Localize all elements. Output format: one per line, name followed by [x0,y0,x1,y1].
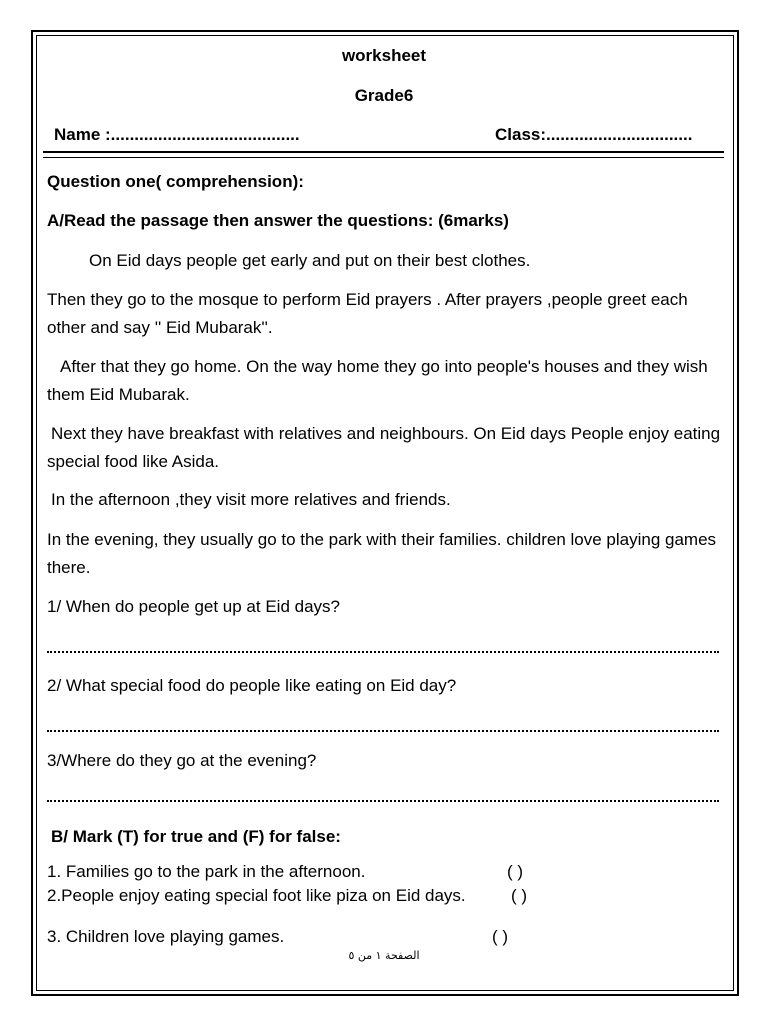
question-1: 1/ When do people get up at Eid days? [47,597,340,616]
statement-3: 3. Children love playing games. [47,927,285,946]
header-divider-top [43,151,724,153]
statement-1: 1. Families go to the park in the afternoon. [47,862,366,881]
passage-paragraph-6: In the evening, they usually go to the park with their families. children love playing games there. [47,530,717,577]
class-field[interactable]: Class:............................... [495,125,693,144]
grade-label: Grade6 [354,86,414,105]
header-divider-bottom [43,157,724,158]
answer-line-3[interactable] [47,800,719,802]
passage-paragraph-3: After that they go home. On the way home they go into people's houses and they wish them Eid Mubarak. [47,357,708,404]
question-2: 2/ What special food do people like eating on Eid day? [47,676,457,695]
page-number-footer: الصفحة ١ من ٥ [348,949,420,962]
passage-paragraph-2: Then they go to the mosque to perform Eid prayers . After prayers ,people greet each other and say '' Eid Mubarak''. [47,290,688,337]
answer-bracket-3[interactable]: ( ) [492,927,509,946]
answer-bracket-2[interactable]: ( ) [511,886,528,905]
passage-paragraph-1: On Eid days people get early and put on their best clothes. [89,251,531,270]
part-b-heading: B/ Mark (T) for true and (F) for false: [51,827,341,846]
question-3: 3/Where do they go at the evening? [47,751,317,770]
answer-line-1[interactable] [47,651,719,653]
question-one-heading: Question one( comprehension): [47,172,304,191]
statement-2: 2.People enjoy eating special foot like piza on Eid days. [47,886,466,905]
answer-bracket-1[interactable]: ( ) [507,862,524,881]
worksheet-title: worksheet [341,46,427,65]
answer-line-2[interactable] [47,730,719,732]
passage-paragraph-4: Next they have breakfast with relatives and neighbours. On Eid days People enjoy eating special food like Asida. [47,424,721,471]
passage-paragraph-5: In the afternoon ,they visit more relatives and friends. [51,490,451,509]
part-a-heading: A/Read the passage then answer the questions: (6marks) [47,211,509,230]
name-field[interactable]: Name :........................................ [54,125,300,144]
